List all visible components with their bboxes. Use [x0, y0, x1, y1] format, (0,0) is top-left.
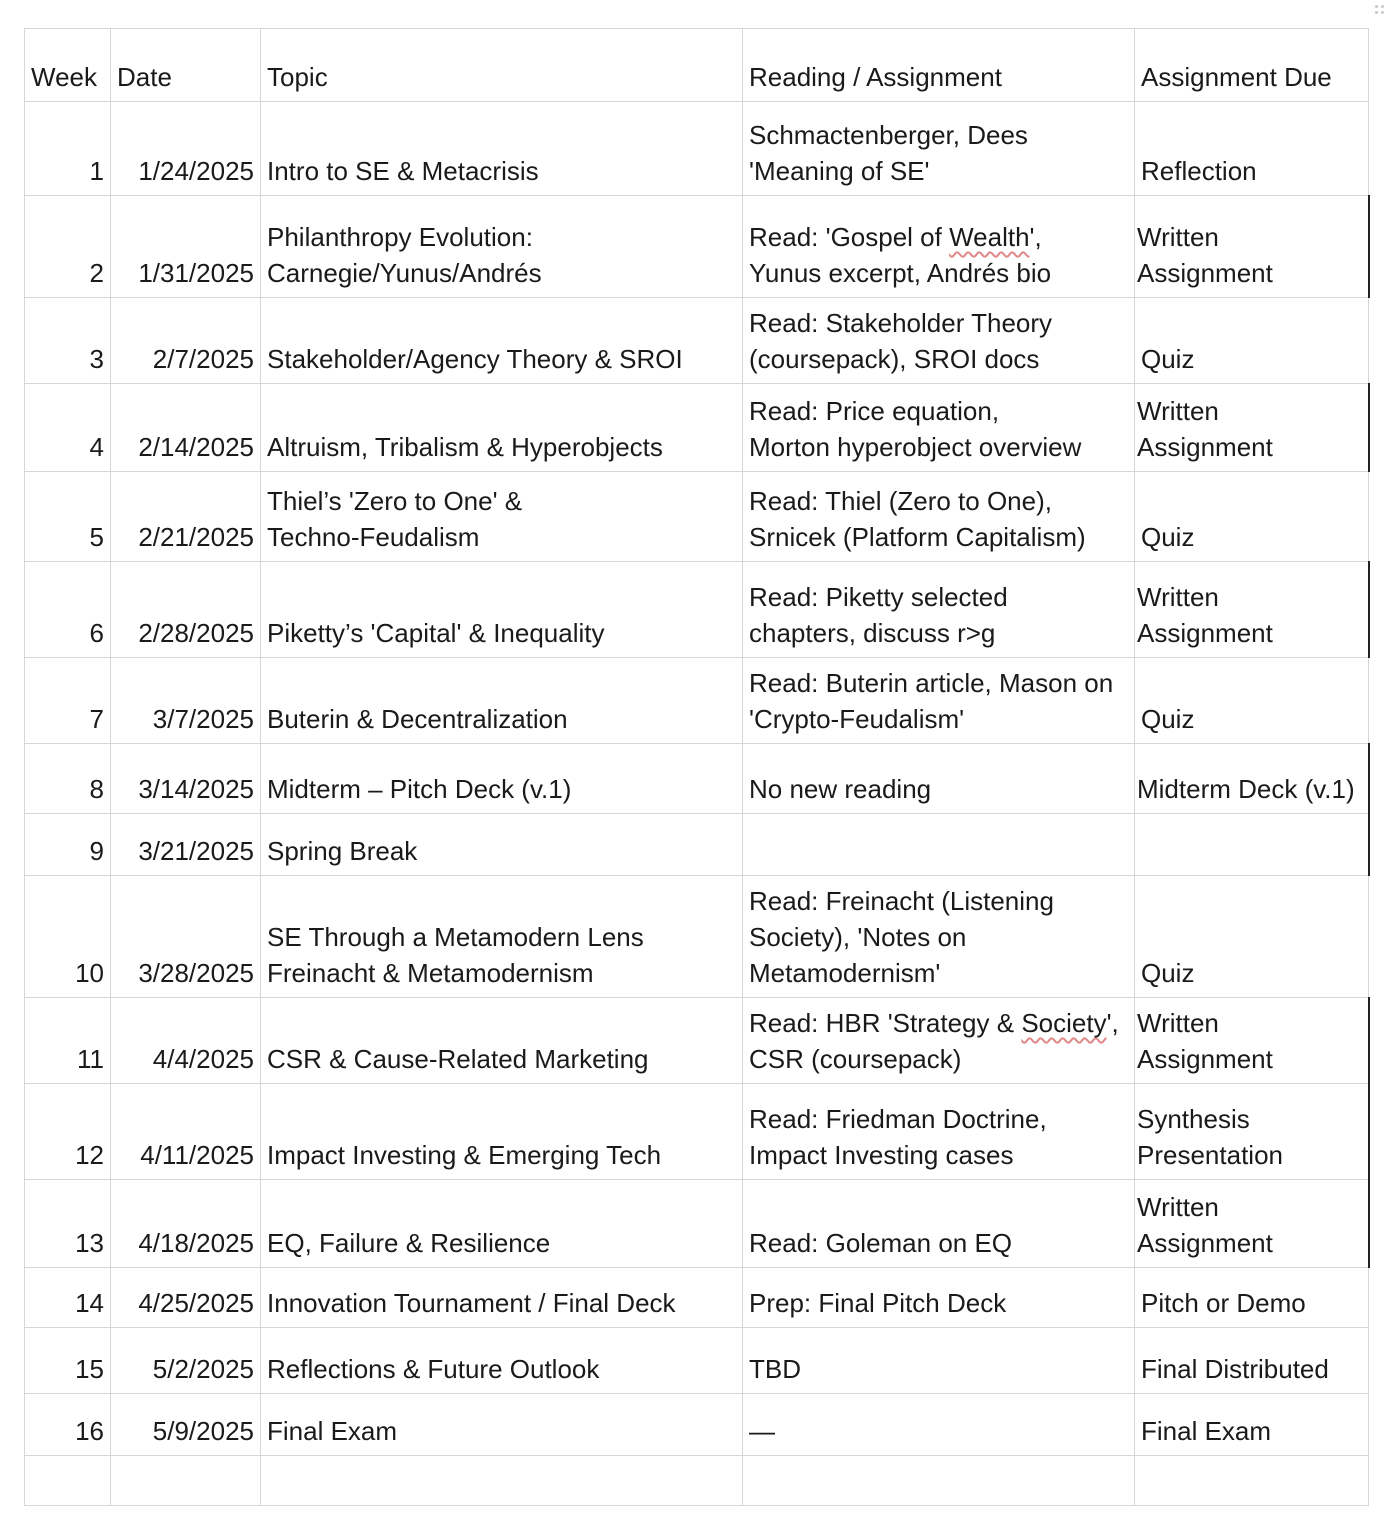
date-cell[interactable]: 2/28/2025	[111, 562, 261, 658]
due-cell[interactable]: Synthesis Presentation	[1135, 1084, 1369, 1180]
date-cell[interactable]: 4/18/2025	[111, 1180, 261, 1268]
topic-cell[interactable]: Buterin & Decentralization	[261, 658, 743, 744]
week-cell[interactable]: 12	[25, 1084, 111, 1180]
due-cell[interactable]: Written Assignment	[1135, 196, 1369, 298]
drag-handle-icon[interactable]	[1374, 4, 1388, 18]
topic-cell[interactable]: Thiel’s 'Zero to One' & Techno-Feudalism	[261, 472, 743, 562]
due-cell[interactable]: Quiz	[1135, 876, 1369, 998]
reading-cell[interactable]: Schmactenberger, Dees 'Meaning of SE'	[743, 102, 1135, 196]
table-row	[25, 384, 1369, 472]
reading-cell[interactable]: Read: Price equation, Morton hyperobject overview	[743, 384, 1135, 472]
topic-cell[interactable]: Philanthropy Evolution: Carnegie/Yunus/Andrés	[261, 196, 743, 298]
due-cell[interactable]: Reflection	[1135, 102, 1369, 196]
table-row	[25, 1084, 1369, 1180]
date-cell[interactable]: 3/14/2025	[111, 744, 261, 814]
table-row	[25, 472, 1369, 562]
topic-cell[interactable]: Final Exam	[261, 1394, 743, 1456]
week-cell[interactable]: 5	[25, 472, 111, 562]
week-cell[interactable]: 15	[25, 1328, 111, 1394]
schedule-table	[24, 28, 1370, 1506]
table-row	[25, 744, 1369, 814]
due-cell[interactable]: Written Assignment	[1135, 1180, 1369, 1268]
spellcheck-underline: Society	[1021, 1008, 1107, 1038]
reading-cell[interactable]	[743, 814, 1135, 876]
reading-cell[interactable]: Read: 'Gospel of Wealth', Yunus excerpt, Andrés bio	[743, 196, 1135, 298]
week-cell[interactable]: 8	[25, 744, 111, 814]
date-cell[interactable]: 4/4/2025	[111, 998, 261, 1084]
topic-cell[interactable]: Intro to SE & Metacrisis	[261, 102, 743, 196]
table-row	[25, 658, 1369, 744]
date-cell[interactable]: 3/21/2025	[111, 814, 261, 876]
week-cell[interactable]: 13	[25, 1180, 111, 1268]
header-cell-reading[interactable]: Reading / Assignment	[743, 29, 1135, 102]
due-cell[interactable]: Written Assignment	[1135, 998, 1369, 1084]
table-row	[25, 1328, 1369, 1394]
date-cell[interactable]: 3/28/2025	[111, 876, 261, 998]
reading-cell[interactable]: Read: Friedman Doctrine, Impact Investing cases	[743, 1084, 1135, 1180]
date-cell[interactable]: 5/9/2025	[111, 1394, 261, 1456]
header-cell-week[interactable]: Week	[25, 29, 111, 102]
due-cell[interactable]: Quiz	[1135, 472, 1369, 562]
empty-cell[interactable]	[743, 1456, 1135, 1506]
table-row	[25, 196, 1369, 298]
table-row	[25, 814, 1369, 876]
table-row	[25, 1394, 1369, 1456]
due-cell[interactable]: Quiz	[1135, 658, 1369, 744]
empty-cell[interactable]	[25, 1456, 111, 1506]
due-cell[interactable]: Final Distributed	[1135, 1328, 1369, 1394]
reading-cell[interactable]: Read: Piketty selected chapters, discuss r>g	[743, 562, 1135, 658]
week-cell[interactable]: 6	[25, 562, 111, 658]
header-row	[25, 29, 1369, 102]
due-cell[interactable]: Midterm Deck (v.1)	[1135, 744, 1369, 814]
reading-cell[interactable]: Read: Buterin article, Mason on 'Crypto-Feudalism'	[743, 658, 1135, 744]
date-cell[interactable]: 1/24/2025	[111, 102, 261, 196]
table-row	[25, 562, 1369, 658]
week-cell[interactable]: 14	[25, 1268, 111, 1328]
empty-cell[interactable]	[111, 1456, 261, 1506]
reading-cell[interactable]: Prep: Final Pitch Deck	[743, 1268, 1135, 1328]
due-cell[interactable]: Written Assignment	[1135, 384, 1369, 472]
topic-cell[interactable]: Midterm – Pitch Deck (v.1)	[261, 744, 743, 814]
reading-cell[interactable]: Read: Freinacht (Listening Society), 'Notes on Metamodernism'	[743, 876, 1135, 998]
table-row	[25, 1180, 1369, 1268]
week-cell[interactable]: 3	[25, 298, 111, 384]
week-cell[interactable]: 11	[25, 998, 111, 1084]
header-cell-due[interactable]: Assignment Due	[1135, 29, 1369, 102]
date-cell[interactable]: 3/7/2025	[111, 658, 261, 744]
week-cell[interactable]: 7	[25, 658, 111, 744]
reading-cell[interactable]: TBD	[743, 1328, 1135, 1394]
empty-cell[interactable]	[1135, 1456, 1369, 1506]
date-cell[interactable]: 4/25/2025	[111, 1268, 261, 1328]
week-cell[interactable]: 10	[25, 876, 111, 998]
table-row	[25, 102, 1369, 196]
reading-cell[interactable]: Read: Thiel (Zero to One), Srnicek (Platform Capitalism)	[743, 472, 1135, 562]
due-cell[interactable]: Quiz	[1135, 298, 1369, 384]
reading-cell[interactable]: No new reading	[743, 744, 1135, 814]
reading-cell[interactable]: Read: HBR 'Strategy & Society', CSR (coursepack)	[743, 998, 1135, 1084]
reading-cell[interactable]: Read: Goleman on EQ	[743, 1180, 1135, 1268]
topic-cell[interactable]: Spring Break	[261, 814, 743, 876]
due-cell[interactable]: Final Exam	[1135, 1394, 1369, 1456]
header-cell-topic[interactable]: Topic	[261, 29, 743, 102]
date-cell[interactable]: 5/2/2025	[111, 1328, 261, 1394]
date-cell[interactable]: 4/11/2025	[111, 1084, 261, 1180]
topic-cell[interactable]: Stakeholder/Agency Theory & SROI	[261, 298, 743, 384]
table-row	[25, 998, 1369, 1084]
due-cell[interactable]: Pitch or Demo	[1135, 1268, 1369, 1328]
week-cell[interactable]: 1	[25, 102, 111, 196]
week-cell[interactable]: 16	[25, 1394, 111, 1456]
table-row	[25, 876, 1369, 998]
topic-cell[interactable]: Piketty’s 'Capital' & Inequality	[261, 562, 743, 658]
header-cell-date[interactable]: Date	[111, 29, 261, 102]
date-cell[interactable]: 1/31/2025	[111, 196, 261, 298]
topic-cell[interactable]: EQ, Failure & Resilience	[261, 1180, 743, 1268]
topic-cell[interactable]: Altruism, Tribalism & Hyperobjects	[261, 384, 743, 472]
week-cell[interactable]: 9	[25, 814, 111, 876]
due-cell[interactable]	[1135, 814, 1369, 876]
spellcheck-underline: Wealth	[949, 222, 1030, 252]
week-cell[interactable]: 2	[25, 196, 111, 298]
reading-cell[interactable]: —	[743, 1394, 1135, 1456]
reading-cell[interactable]: Read: Stakeholder Theory (coursepack), SROI docs	[743, 298, 1135, 384]
empty-cell[interactable]	[261, 1456, 743, 1506]
table-row	[25, 298, 1369, 384]
due-cell[interactable]: Written Assignment	[1135, 562, 1369, 658]
topic-cell[interactable]: Reflections & Future Outlook	[261, 1328, 743, 1394]
topic-cell[interactable]: SE Through a Metamodern Lens Freinacht & Metamodernism	[261, 876, 743, 998]
date-cell[interactable]: 2/7/2025	[111, 298, 261, 384]
table-row-empty	[25, 1456, 1369, 1506]
week-cell[interactable]: 4	[25, 384, 111, 472]
date-cell[interactable]: 2/14/2025	[111, 384, 261, 472]
topic-cell[interactable]: Impact Investing & Emerging Tech	[261, 1084, 743, 1180]
topic-cell[interactable]: Innovation Tournament / Final Deck	[261, 1268, 743, 1328]
date-cell[interactable]: 2/21/2025	[111, 472, 261, 562]
topic-cell[interactable]: CSR & Cause-Related Marketing	[261, 998, 743, 1084]
table-row	[25, 1268, 1369, 1328]
